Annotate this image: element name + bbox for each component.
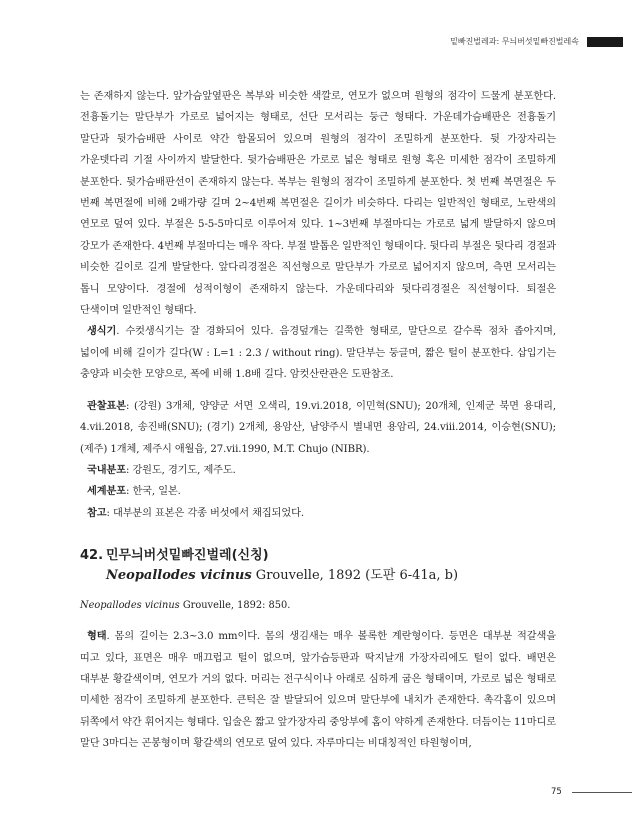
page-footer (551, 787, 632, 797)
species-author: Grouvelle, 1892 (도판 6-41a, b) (251, 568, 459, 584)
header-bar (587, 37, 623, 47)
footer-rule (572, 792, 632, 793)
world-distribution (80, 481, 556, 502)
species-latin-name: Neopallodes vicinus (106, 568, 252, 584)
genitalia-text: . 수컷생식기는 잘 경화되어 있다. 음경덮개는 길쭉한 형태로, 말단으로 갈수록 점차 좁아지며, 넓이에 비해 길이가 길다(W : L=1 : 2.3 / without ring). 말단부는 둥글며, 짧은 털이 분포한다. 삽입기는 충양과 비슷한 모양으로, 폭에 비해 1.8배 길다. 암컷산란관은 도판참조. (80, 326, 556, 381)
note-label: 참고 (87, 506, 107, 519)
page-content (80, 86, 556, 755)
examined-text: : (강원) 3개체, 양양군 서면 오색리, 19.vi.2018, 이민혁(SNU); 20개체, 인제군 북면 용대리, 4.vii.2018, 송진배(SNU); (경기) 2개체, 용암산, 남양주시 별내면 용암리, 24.viii.2014, 이승현(SNU); (제주) 1개체, 제주시 애월읍, 27.vii.1990, M.T. Chujo (NIBR). (80, 400, 556, 455)
genitalia-label: 생식기 (87, 325, 117, 338)
species-korean-name: 민무늬버섯밑빠진벌레(신칭) (106, 548, 269, 564)
genitalia-paragraph (80, 321, 556, 385)
spacer (80, 616, 556, 626)
domestic-distribution (80, 460, 556, 481)
note-paragraph (80, 503, 556, 524)
note-text: : 대부분의 표본은 각종 버섯에서 채집되었다. (106, 507, 304, 519)
spacer (80, 524, 556, 546)
spacer (80, 586, 556, 596)
description-paragraph: 는 존재하지 않는다. 앞가슴앞옆판은 복부와 비슷한 색깔로, 연모가 없으며 원형의 점각이 드물게 분포한다. 전흉돌기는 말단부가 가로로 넓어지는 형태로, 선단 모서리는 둥근 형태다. 가운데가슴배판은 전흉돌기 말단과 뒷가슴배판 사이로 약간 함몰되어 있으며 원형의 점각이 조밀하게 분포한다. 뒷 가장자리는 가운뎃다리 기절 사이까지 발달한다. 뒷가슴배판은 가로로 넓은 형태로 원형 혹은 미세한 점각이 조밀하게 분포한다. 뒷가슴배판선이 존재하지 않는다. 복부는 원형의 점각이 조밀하게 분포한다. 첫 번째 복면절은 두 번째 복면절에 비해 2배가량 길며 2~4번째 복면절은 길이가 비슷하다. 다리는 일반적인 형태로, 노란색의 연모로 덮여 있다. 부절은 5-5-5마디로 이루어져 있다. 1~3번째 부절마디는 가로로 넓게 발달하지 않으며 강모가 존재한다. 4번째 부절마디는 매우 작다. 부절 발톱은 일반적인 형태이다. 뒷다리 부절은 뒷다리 경절과 비슷한 길이로 길게 발달한다. 앞다리경절은 직선형으로 말단부가 가로로 넓어지지 않으며, 측면 모서리는 톱니 모양이다. 경절에 성적이형이 존재하지 않는다. 가운데다리와 뒷다리경절은 직선형이다. 퇴절은 단색이며 일반적인 형태다. (80, 91, 556, 317)
species-number: 42. (80, 548, 104, 564)
synonym-latin: Neopallodes vicinus (80, 600, 180, 612)
species-heading (80, 546, 556, 586)
spacer (80, 386, 556, 396)
morphology-paragraph (80, 626, 556, 754)
synonym-line (80, 596, 556, 616)
world-label: 세계분포 (87, 485, 126, 498)
morphology-text: . 몸의 길이는 2.3~3.0 mm이다. 몸의 생김새는 매우 볼록한 계란형이다. 등면은 대부분 적갈색을 띠고 있다, 표면은 매우 매끄럽고 털이 없으며, 앞가슴등판과 딱지날개 가장자리에도 털이 없다. 배면은 대부분 황갈색이며, 연모가 거의 없다. 머리는 전구식이나 아래로 심하게 굽은 형태이며, 가로로 넓은 형태로 미세한 점각이 조밀하게 분포한다. 큰턱은 잘 발달되어 있으며 말단부에 내치가 존재한다. 촉각홈이 있으며 뒤쪽에서 약간 휘어지는 형태다. 입술은 짧고 앞가장자리 중앙부에 홈이 약하게 존재한다. 더듬이는 11마디로 말단 3마디는 곤봉형이며 황갈색의 연모로 덮여 있다. 자루마디는 비대칭적인 타원형이며, (80, 631, 556, 750)
running-title: 밑빠진벌레과: 무늬버섯밑빠진벌레속 (450, 37, 579, 46)
examined-label: 관찰표본 (87, 399, 126, 412)
domestic-text: : 강원도, 경기도, 제주도. (125, 464, 236, 476)
examined-paragraph (80, 396, 556, 460)
morphology-label: 형태 (87, 630, 107, 643)
world-text: : 한국, 일본. (125, 486, 181, 498)
domestic-label: 국내분포 (87, 463, 126, 476)
running-head (450, 36, 623, 47)
page-number: 75 (551, 787, 562, 797)
synonym-reference: Grouvelle, 1892: 850. (179, 600, 291, 612)
